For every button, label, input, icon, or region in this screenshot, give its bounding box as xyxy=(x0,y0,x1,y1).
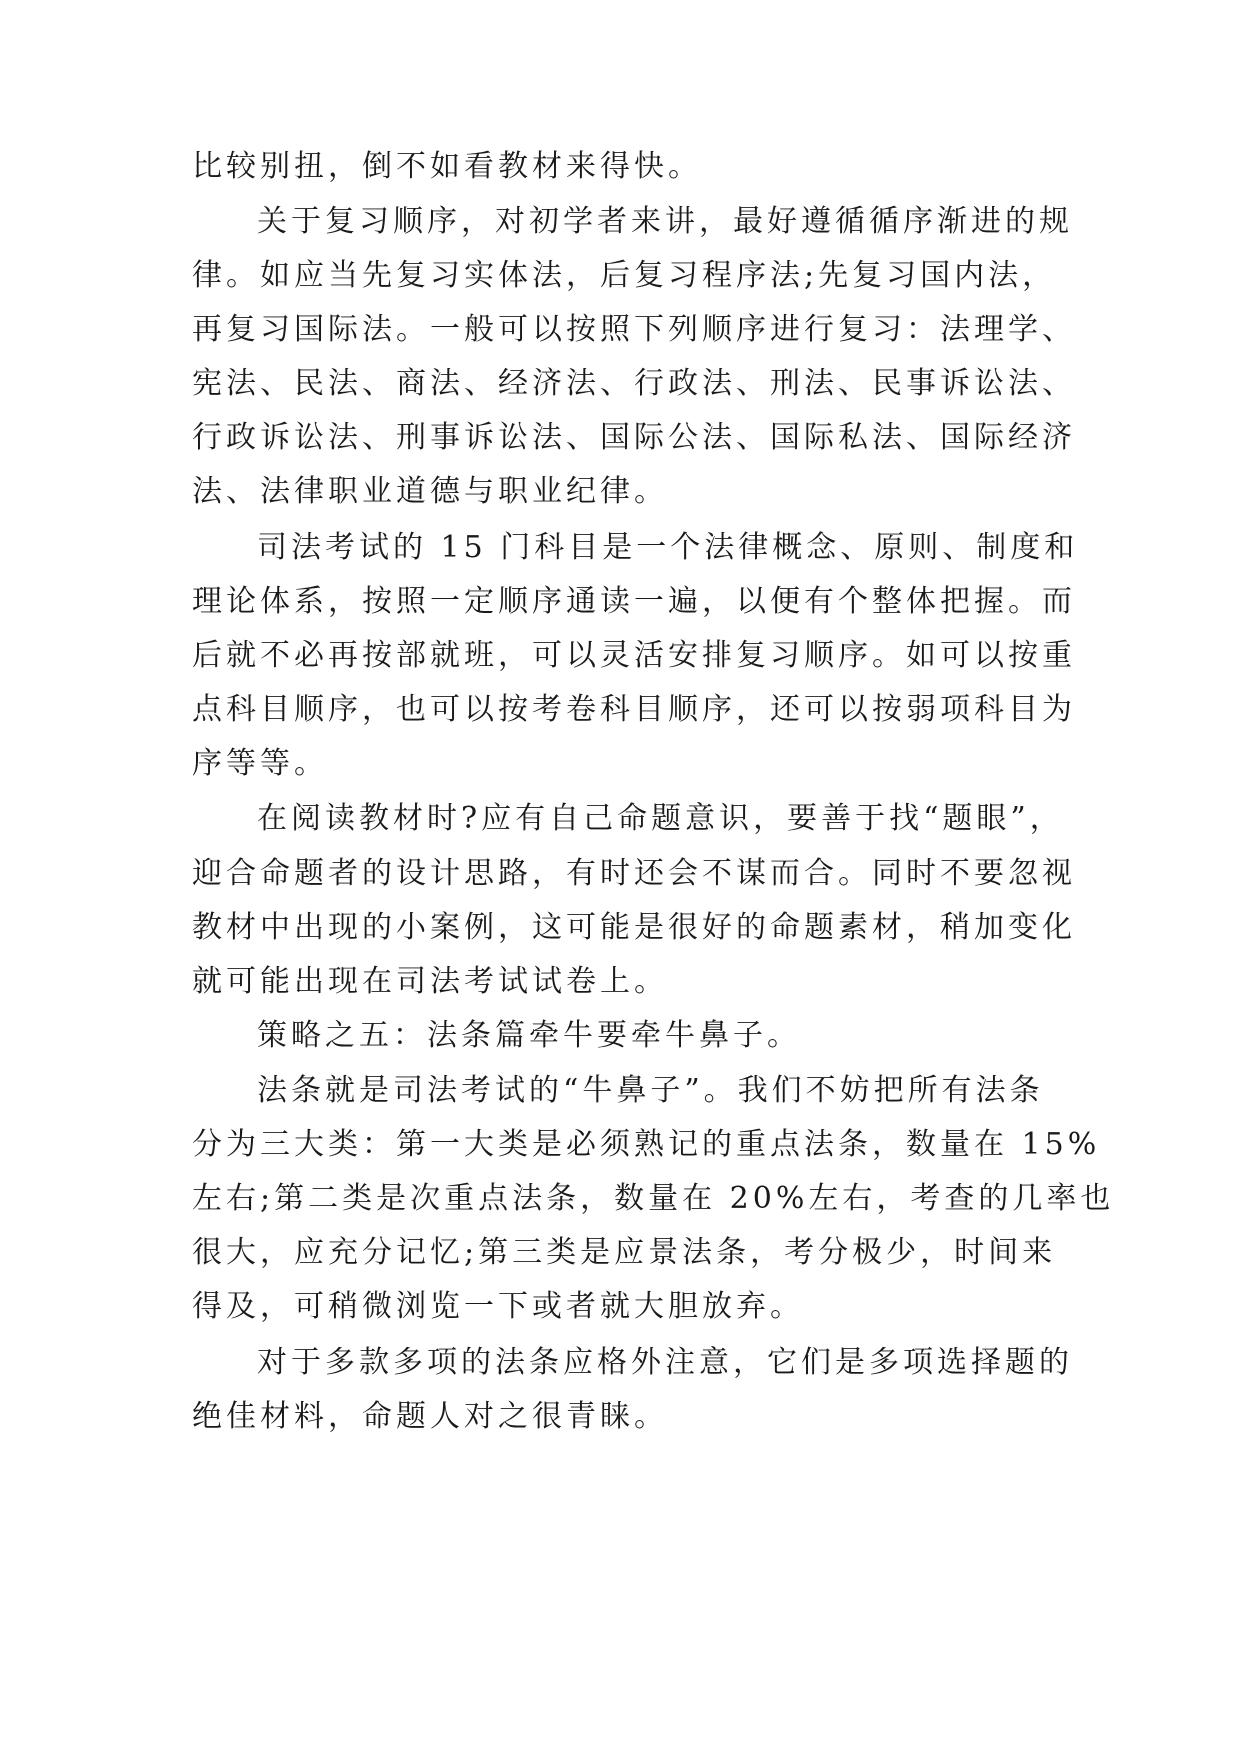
text-line: 在阅读教材时?应有自己命题意识，要善于找“题眼”， xyxy=(257,801,1064,836)
text-line: 后就不必再按部就班，可以灵活安排复习顺序。如可以按重 xyxy=(192,638,1076,673)
text-line: 比较别扭，倒不如看教材来得快。 xyxy=(192,149,702,184)
text-line: 序等等。 xyxy=(192,746,328,781)
text-line: 对于多款多项的法条应格外注意，它们是多项选择题的 xyxy=(257,1345,1073,1380)
text-line: 点科目顺序，也可以按考卷科目顺序，还可以按弱项科目为 xyxy=(192,692,1076,727)
text-line: 教材中出现的小案例，这可能是很好的命题素材，稍加变化 xyxy=(192,910,1076,945)
text-line: 就可能出现在司法考试试卷上。 xyxy=(192,964,668,999)
text-line: 左右;第二类是次重点法条，数量在 20%左右，考查的几率也 xyxy=(192,1181,1115,1216)
text-line: 法、法律职业道德与职业纪律。 xyxy=(192,474,668,509)
text-line: 司法考试的 15 门科目是一个法律概念、原则、制度和 xyxy=(257,530,1079,565)
text-line: 绝佳材料，命题人对之很青睐。 xyxy=(192,1399,668,1434)
text-line: 律。如应当先复习实体法，后复习程序法;先复习国内法， xyxy=(192,258,1057,293)
text-line: 宪法、民法、商法、经济法、行政法、刑法、民事诉讼法、 xyxy=(192,366,1076,401)
text-line: 行政诉讼法、刑事诉讼法、国际公法、国际私法、国际经济 xyxy=(192,420,1076,455)
text-line: 策略之五：法条篇牵牛要牵牛鼻子。 xyxy=(257,1018,801,1053)
text-line: 理论体系，按照一定顺序通读一遍，以便有个整体把握。而 xyxy=(192,584,1076,619)
text-line: 迎合命题者的设计思路，有时还会不谋而合。同时不要忽视 xyxy=(192,856,1076,891)
text-line: 再复习国际法。一般可以按照下列顺序进行复习：法理学、 xyxy=(192,312,1076,347)
text-line: 关于复习顺序，对初学者来讲，最好遵循循序渐进的规 xyxy=(257,204,1073,239)
text-line: 很大，应充分记忆;第三类是应景法条，考分极少，时间来 xyxy=(192,1235,1057,1270)
text-line: 分为三大类：第一大类是必须熟记的重点法条，数量在 15% xyxy=(192,1127,1101,1162)
text-line: 得及，可稍微浏览一下或者就大胆放弃。 xyxy=(192,1289,804,1324)
text-line: 法条就是司法考试的“牛鼻子”。我们不妨把所有法条 xyxy=(257,1073,1044,1108)
